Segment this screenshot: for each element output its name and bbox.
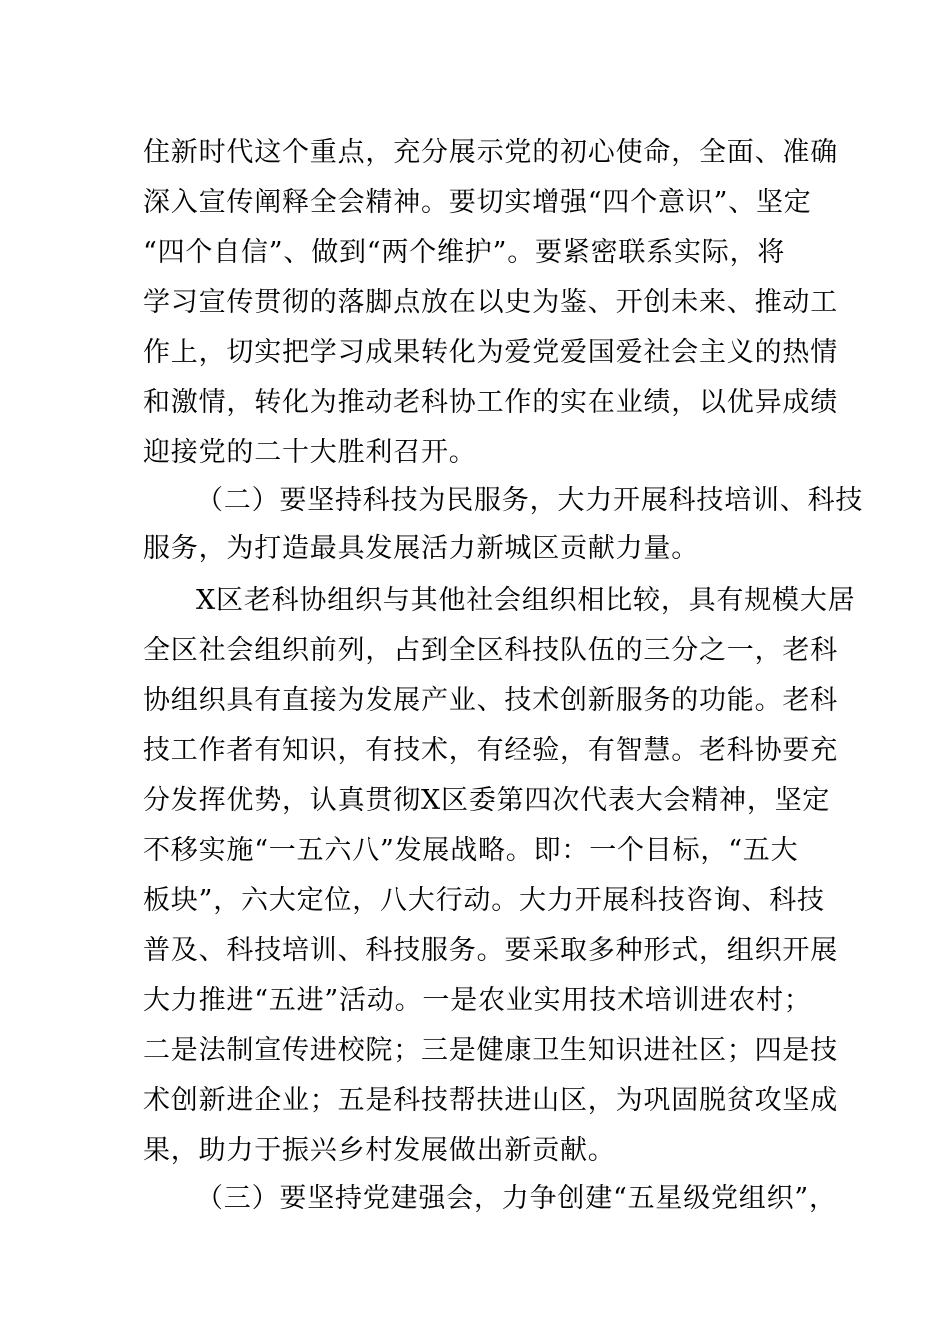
text-line: 板块”，六大定位，八大行动。大力开展科技咨询、科技 [143,885,825,916]
text-line: 迎接党的二十大胜利召开。 [143,437,477,468]
text-line: 分发挥优势，认真贯彻X区委第四次代表大会精神，坚定 [143,785,831,816]
text-line: 作上，切实把学习成果转化为爱党爱国爱社会主义的热情 [143,337,838,368]
section-heading: （三）要坚持党建强会，力争创建“五星级党组织”， [196,1183,837,1214]
paragraph-start-line: X区老科协组织与其他社会组织相比较，具有规模大居 [196,585,856,616]
text-line: 全区社会组织前列，占到全区科技队伍的三分之一，老科 [143,635,838,666]
text-line: 服务，为打造最具发展活力新城区贡献力量。 [143,533,699,564]
text-line: 住新时代这个重点，充分展示党的初心使命，全面、准确 [143,137,838,168]
text-line: 术创新进企业；五是科技帮扶进山区，为巩固脱贫攻坚成 [143,1085,838,1116]
text-line: 深入宣传阐释全会精神。要切实增强“四个意识”、坚定 [143,187,812,218]
text-line: 果，助力于振兴乡村发展做出新贡献。 [143,1135,616,1166]
text-line: 学习宣传贯彻的落脚点放在以史为鉴、开创未来、推动工 [143,287,838,318]
text-line: 技工作者有知识，有技术，有经验，有智慧。老科协要充 [143,735,838,766]
text-line: 二是法制宣传进校院；三是健康卫生知识进社区；四是技 [143,1035,838,1066]
text-line: “四个自信”、做到“两个维护”。要紧密联系实际，将 [143,237,786,268]
text-line: 和激情，转化为推动老科协工作的实在业绩，以优异成绩 [143,387,838,418]
text-line: 协组织具有直接为发展产业、技术创新服务的功能。老科 [143,685,838,716]
text-line: 普及、科技培训、科技服务。要采取多种形式，组织开展 [143,935,838,966]
section-heading: （二）要坚持科技为民服务，大力开展科技培训、科技 [196,485,864,516]
text-line: 大力推进“五进”活动。一是农业实用技术培训进农村； [143,985,812,1016]
text-line: 不移实施“一五六八”发展战略。即：一个目标，“五大 [143,835,799,866]
